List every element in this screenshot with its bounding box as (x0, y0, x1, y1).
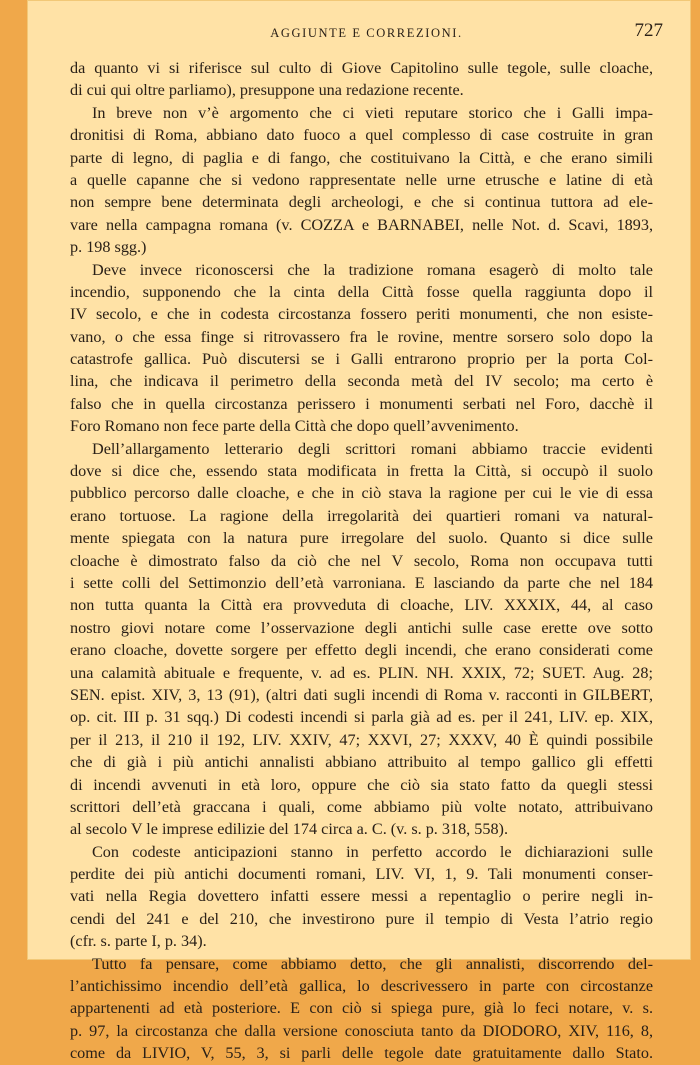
text-line: cloache è dimostrato falso da ciò che nel V secolo, Roma non occupava tutti (70, 551, 653, 570)
text-line: vati nella Regia dovettero infatti essere messi a repentaglio o perire negli in- (70, 887, 653, 906)
text-line: nostro giovi notare come l’osservazione degli antichi sulle case erette ove sotto (70, 618, 653, 637)
text-line: dronitisi di Roma, abbiano dato fuoco a quel complesso di case costruite in gran (70, 126, 653, 145)
text-line: scrittori dell’età graccana i quali, come abbiamo più volte notato, attribuivano (70, 797, 653, 816)
text-line: una calamità abituale e frequente, v. ad es. PLIN. NH. XXIX, 72; SUET. Aug. 28; (70, 663, 653, 682)
text-line: catastrofe gallica. Può discutersi se i Galli entrarono proprio per la porta Col- (70, 350, 653, 369)
text-line: non tutta quanta la Città era provveduta di cloache, LIV. XXXIX, 44, al caso (70, 596, 653, 615)
text-line: Con codeste anticipazioni stanno in perfetto accordo le dichiarazioni sulle (92, 842, 653, 861)
text-line: al secolo V le imprese edilizie del 174 circa a. C. (v. s. p. 318, 558). (70, 820, 508, 839)
text-line: falso che in quella circostanza perissero i monumenti serbati nel Foro, dacchè il (70, 394, 653, 413)
text-line: per il 213, il 210 il 192, LIV. XXIV, 47; XXVI, 27; XXXV, 40 È quindi possibile (70, 730, 653, 749)
text-line: appartenenti ad età posteriore. E con ciò si spiega pure, già lo feci notare, v. s. (70, 999, 653, 1018)
text-line: Foro Romano non fece parte della Città che dopo quell’avvenimento. (70, 417, 519, 436)
text-line: cendi del 241 e del 210, che investirono pure il tempio di Vesta l’atrio regio (70, 909, 653, 928)
text-line: che di già i più antichi annalisti abbiano attribuito al tempo gallico gli effetti (70, 753, 653, 772)
text-line: In breve non v’è argomento che ci vieti reputare storico che i Galli impa- (92, 103, 653, 122)
text-line: (cfr. s. parte I, p. 34). (70, 932, 207, 951)
text-line: Dell’allargamento letterario degli scrittori romani abbiamo traccie evidenti (92, 439, 653, 458)
text-line: SEN. epist. XIV, 3, 13 (91), (altri dati sugli incendi di Roma v. racconti in GILBERT, (70, 685, 653, 704)
text-line: op. cit. III p. 31 sqq.) Di codesti incendi si parla già ad es. per il 241, LIV. ep. XIX, (70, 708, 653, 727)
text-line: vano, o che essa finge si ritrovassero fra le rovine, mentre sorsero solo dopo la (70, 327, 653, 346)
text-line: a quelle capanne che si vedono rappresentate nelle urne etrusche e latine di età (70, 170, 653, 189)
text-line: pubblico percorso dalle cloache, e che in ciò stava la ragione per cui le vie di essa (70, 484, 653, 503)
text-line: erano tortuose. La ragione della irregolarità dei quartieri romani va natural- (70, 506, 653, 525)
text-line: Deve invece riconoscersi che la tradizione romana esagerò di molto tale (92, 260, 653, 279)
text-block (70, 57, 653, 1065)
text-line: i sette colli del Settimonzio dell’età varroniana. E lasciando da parte che nel 184 (70, 573, 653, 592)
text-line: dove si dice che, essendo stata modificata in fretta la Città, si occupò il suolo (70, 462, 653, 481)
page-number: 727 (634, 20, 663, 41)
text-line: vare nella campagna romana (v. COZZA e BARNABEI, nelle Not. d. Scavi, 1893, (70, 215, 653, 234)
text-line: lina, che indicava il perimetro della seconda metà del IV secolo; ma certo è (70, 372, 653, 391)
text-line: IV secolo, e che in codesta circostanza fossero periti monumenti, che non esiste- (70, 305, 653, 324)
book-page (27, 0, 691, 1063)
text-line: come da LIVIO, V, 55, 3, si parli delle tegole date gratuitamente dallo Stato. (70, 1044, 653, 1063)
text-line: di incendi avvenuti in età loro, oppure che ciò sia stato fatto da quegli stessi (70, 775, 653, 794)
text-line: di cui qui oltre parliamo), presuppone una redazione recente. (70, 81, 464, 100)
text-line: l’antichissimo incendio dell’età gallica, lo descrivessero in parte con circostanze (70, 977, 653, 996)
text-line: non sempre bene determinata degli archeologi, e che si continua tuttora ad ele- (70, 193, 653, 212)
text-line: parte di legno, di paglia e di fango, che costituivano la Città, e che erano simili (70, 148, 653, 167)
text-line: mente spiegata con la natura pure irregolare del suolo. Quanto si dice sulle (70, 529, 653, 548)
running-head: AGGIUNTE E CORREZIONI. (270, 26, 463, 40)
text-line: perdite dei più antichi documenti romani, LIV. VI, 1, 9. Tali monumenti conser- (70, 865, 653, 884)
text-line: incendio, supponendo che la cinta della Città fosse quella raggiunta dopo il (70, 282, 653, 301)
text-line: erano cloache, dovette sorgere per effetto degli incendi, che erano considerati come (70, 641, 653, 660)
page-header (70, 20, 663, 46)
text-line: p. 198 sgg.) (70, 238, 147, 257)
text-line: Tutto fa pensare, come abbiamo detto, che gli annalisti, discorrendo del- (92, 954, 653, 973)
text-line: da quanto vi si riferisce sul culto di Giove Capitolino sulle tegole, sulle cloache, (70, 59, 653, 77)
text-line: p. 97, la circostanza che dalla versione conosciuta tanto da DIODORO, XIV, 116, 8, (70, 1021, 653, 1040)
